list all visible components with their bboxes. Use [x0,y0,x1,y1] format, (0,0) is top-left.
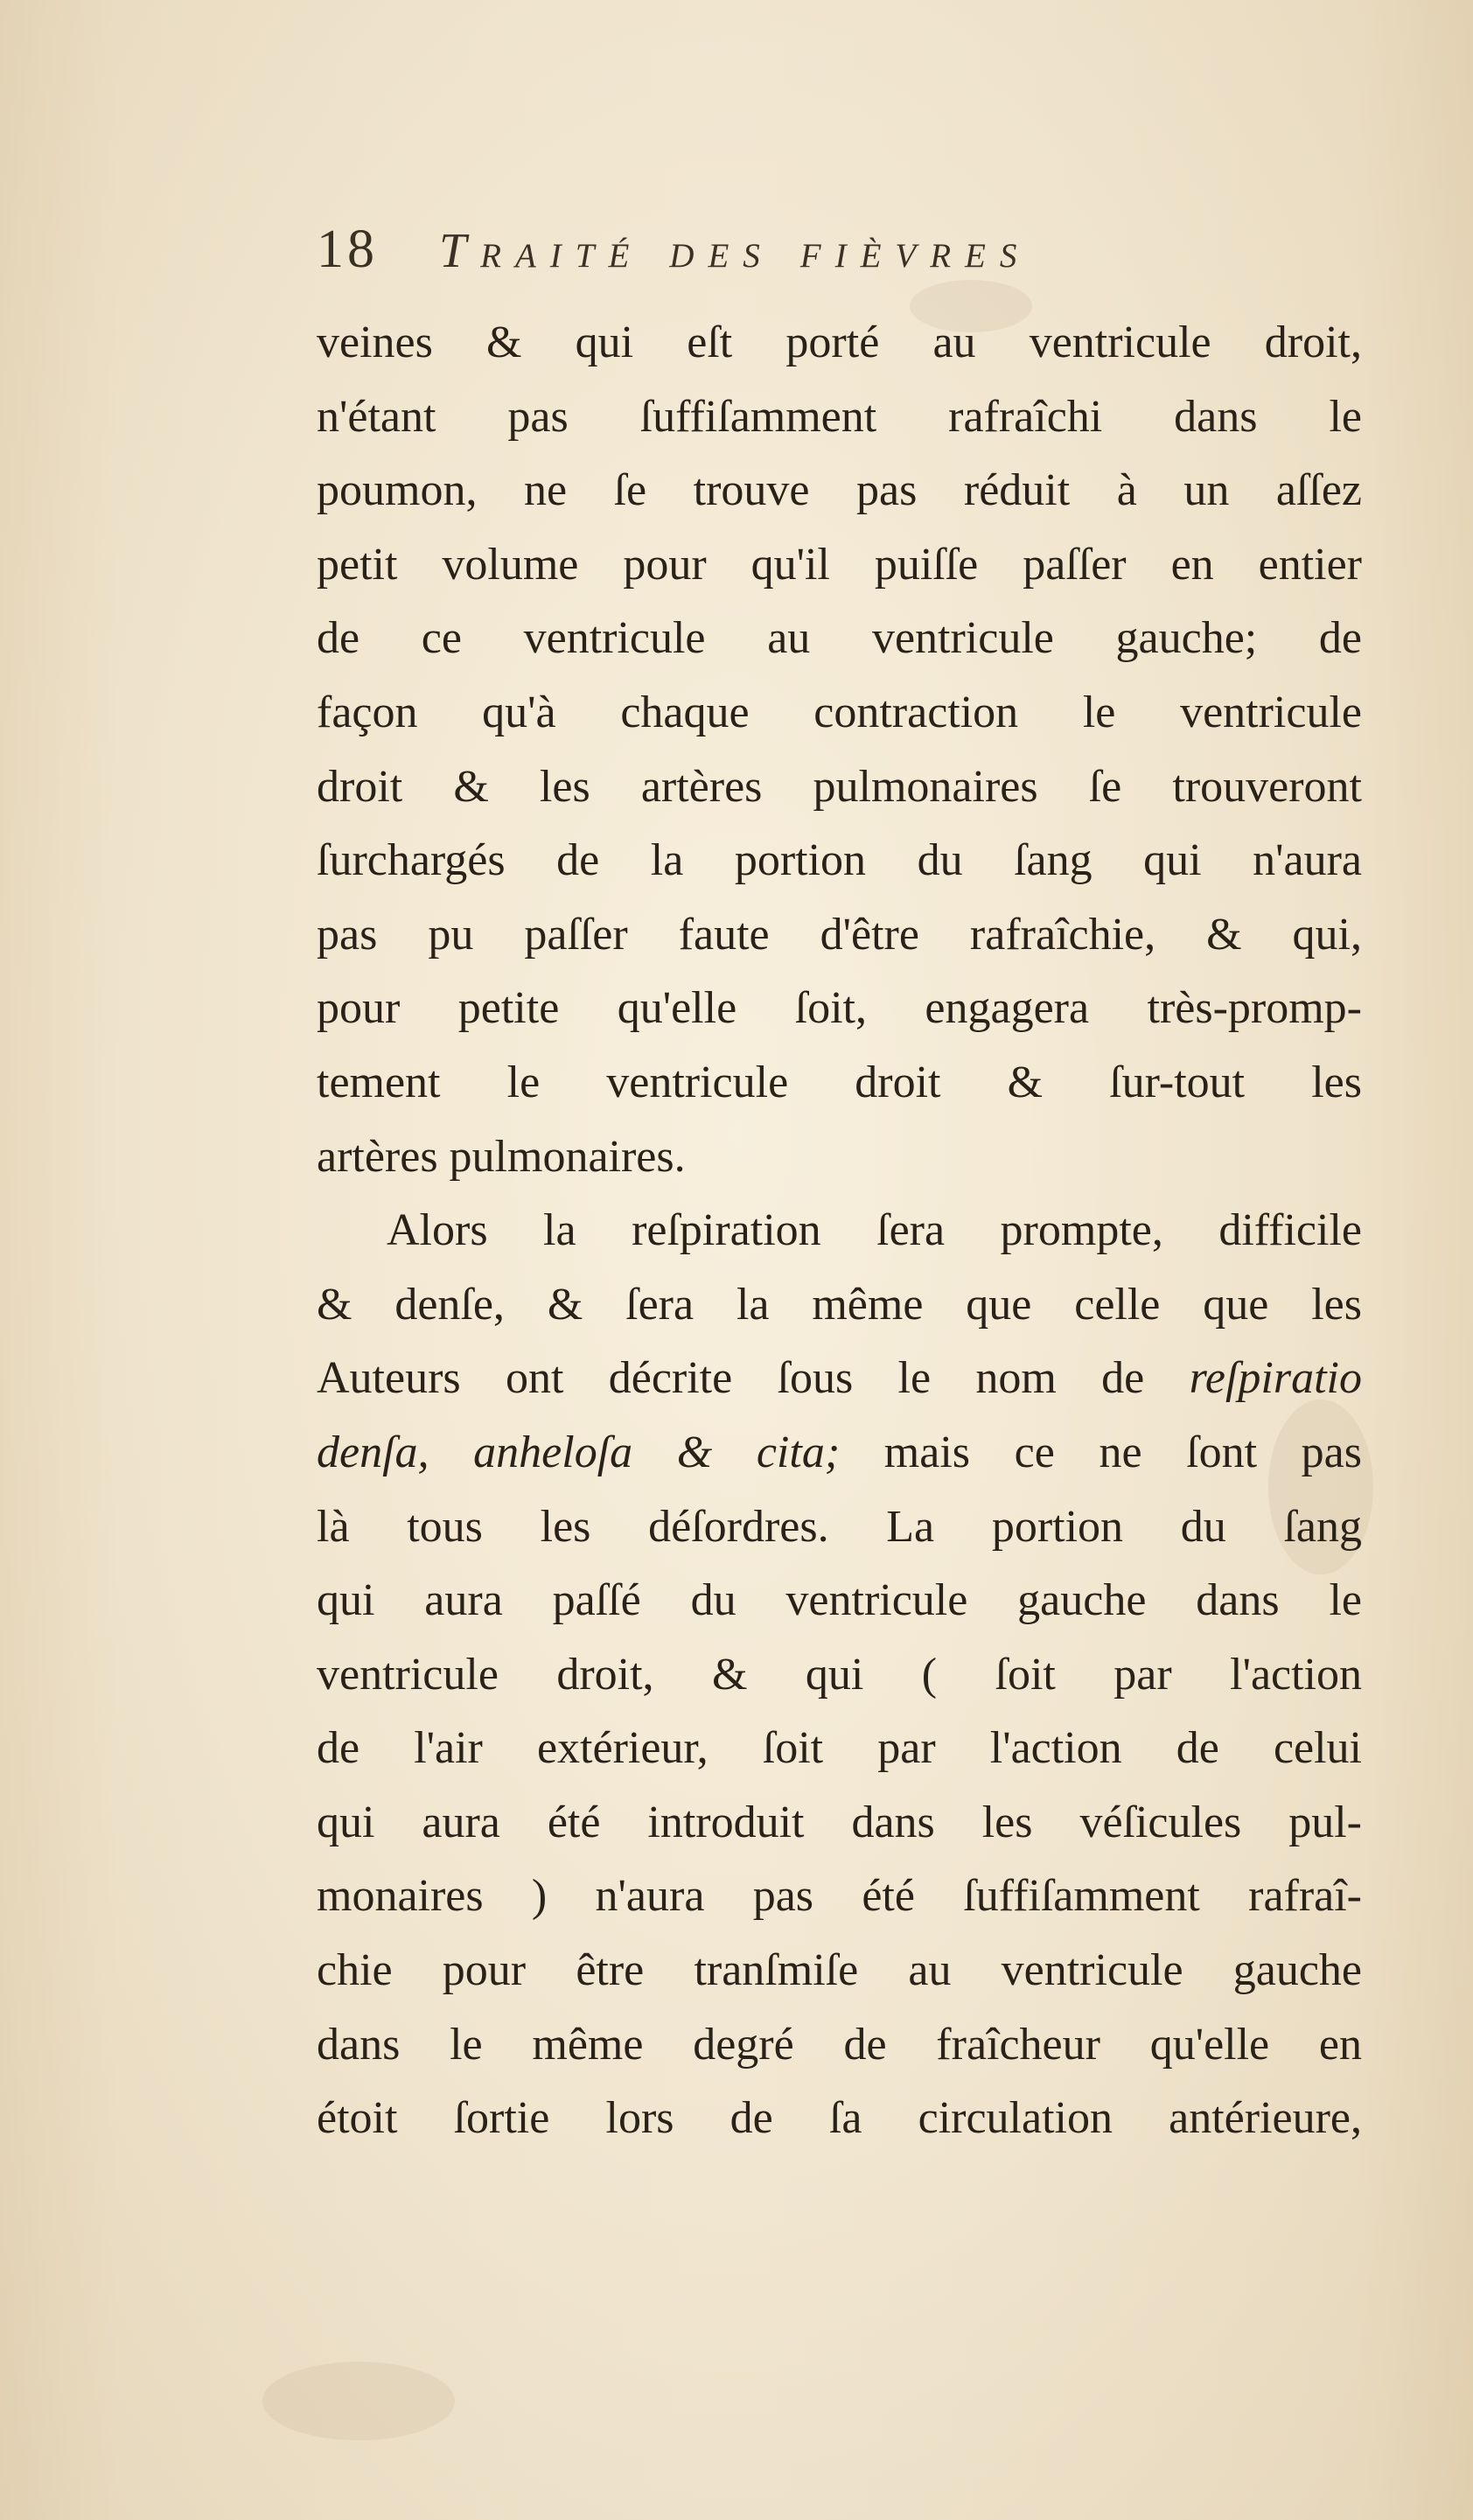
text-line: ſurchargés de la portion du ſang qui n'aura [317,835,1362,886]
latin-term: reſpiratio [1189,1353,1362,1404]
text-line: poumon, ne ſe trouve pas réduit à un aſſez [317,465,1362,516]
running-title: Traité des fièvres [439,224,1031,278]
text-line: tement le ventricule droit & ſur-tout les [317,1057,1362,1107]
text-segment: Auteurs ont décrite ſous le nom de [317,1353,1145,1404]
text-segment: mais ce ne ſont pas [883,1427,1362,1477]
text-line: qui aura paſſé du ventricule gauche dans le [317,1575,1362,1626]
text-line: de ce ventricule au ventricule gauche; de [317,613,1362,664]
body-text [317,306,1362,2156]
text-line: n'étant pas ſuffiſamment rafraîchi dans le [317,391,1362,442]
paper-stain [262,2362,455,2440]
text-line: ventricule droit, & qui ( ſoit par l'action [317,1649,1362,1700]
text-line: Alors la reſpiration ſera prompte, difficile [387,1205,1362,1256]
page-header [317,219,1366,297]
text-line: & denſe, & ſera la même que celle que les [317,1279,1362,1330]
text-line [317,1416,1362,1490]
text-line: de l'air extérieur, ſoit par l'action de celui [317,1723,1362,1774]
text-line [317,1342,1362,1416]
text-line: qui aura été introduit dans les véſicules pul- [317,1797,1362,1847]
page-number: 18 [317,220,378,279]
text-line: artères pulmonaires. [317,1131,686,1182]
text-line: pour petite qu'elle ſoit, engagera très-promp- [317,983,1362,1034]
text-line: là tous les déſordres. La portion du ſang [317,1501,1362,1552]
text-line: étoit ſortie lors de ſa circulation antérieure, [317,2093,1362,2144]
text-line: droit & les artères pulmonaires ſe trouveront [317,761,1362,812]
text-line: pas pu paſſer faute d'être rafraîchie, & qui, [317,909,1362,960]
text-line: façon qu'à chaque contraction le ventricule [317,687,1362,737]
text-line: dans le même degré de fraîcheur qu'elle en [317,2019,1362,2070]
text-line: veines & qui eſt porté au ventricule droit, [317,318,1362,367]
text-line: monaires ) n'aura pas été ſuffiſamment rafraî- [317,1871,1362,1922]
text-line: petit volume pour qu'il puiſſe paſſer en entier [317,539,1362,590]
text-line: chie pour être tranſmiſe au ventricule gauche [317,1945,1362,1996]
latin-term: denſa, anheloſa & cita; [317,1427,841,1477]
